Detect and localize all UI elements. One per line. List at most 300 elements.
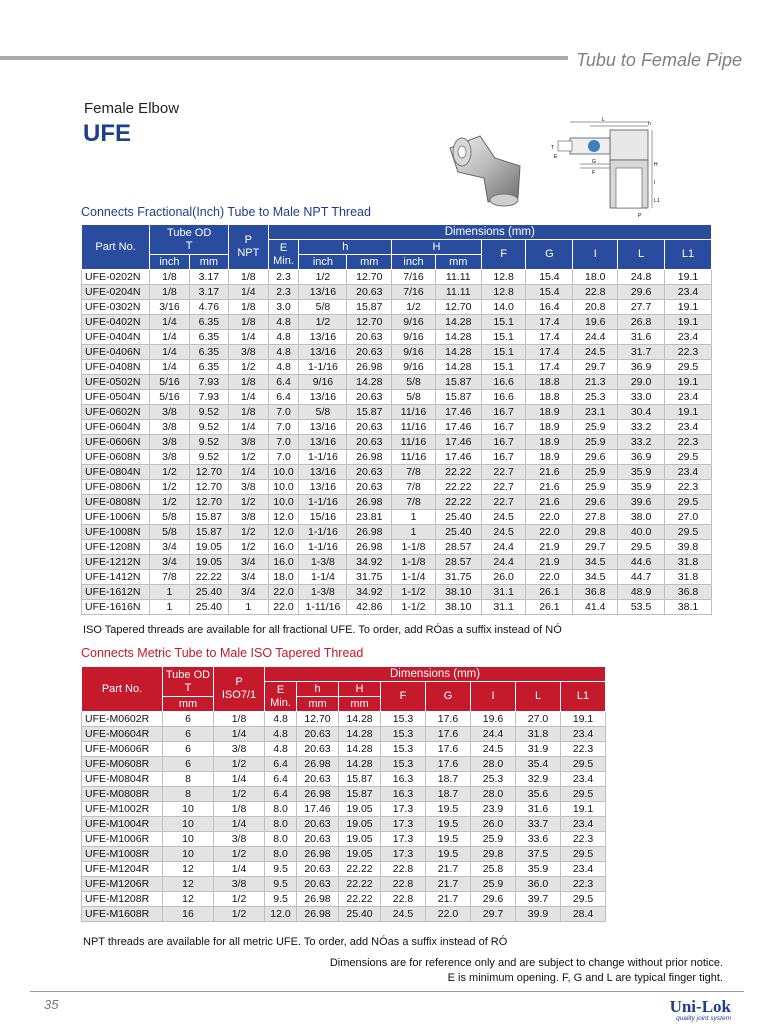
table-cell: 36.9 [618, 360, 665, 375]
table-cell: 4.8 [268, 345, 299, 360]
table-cell: 11/16 [392, 420, 436, 435]
part-number-cell: UFE-0608N [82, 450, 150, 465]
table-cell: 1-1/4 [392, 570, 436, 585]
table-cell: 18.7 [426, 772, 471, 787]
table-cell: 7/16 [392, 270, 436, 285]
table-cell: 23.4 [561, 862, 606, 877]
table-cell: 14.28 [339, 727, 381, 742]
table-cell: 5/8 [150, 510, 189, 525]
table-row [82, 570, 712, 585]
table-cell: 1-3/8 [299, 585, 347, 600]
metric-dimension-table [81, 666, 606, 922]
table-cell: 16.3 [381, 787, 426, 802]
table-cell: 12 [163, 892, 214, 907]
table-cell: 1-1/4 [299, 570, 347, 585]
table-cell: 4.8 [265, 712, 297, 727]
m-tube-od-t: T [184, 681, 192, 694]
part-number-cell: UFE-M1002R [82, 802, 163, 817]
table-cell: 29.6 [573, 450, 618, 465]
table-cell: 18.9 [526, 450, 573, 465]
table-cell: 28.57 [435, 555, 481, 570]
table-cell: 31.9 [516, 742, 561, 757]
table-cell: 16.6 [481, 390, 526, 405]
table-cell: 12.8 [481, 270, 526, 285]
table-cell: 26.98 [347, 495, 392, 510]
table-cell: 31.6 [516, 802, 561, 817]
part-number-cell: UFE-M1008R [82, 847, 163, 862]
table-cell: 20.63 [297, 817, 339, 832]
table-cell: 36.0 [516, 877, 561, 892]
table-cell: 1-11/16 [299, 600, 347, 615]
table-cell: 16.7 [481, 435, 526, 450]
table-cell: 12.0 [268, 510, 299, 525]
part-number-cell: UFE-0302N [82, 300, 150, 315]
table-cell: 22.0 [268, 585, 299, 600]
table-cell: 44.7 [618, 570, 665, 585]
table-cell: 26.0 [481, 570, 526, 585]
table-cell: 27.0 [516, 712, 561, 727]
table-cell: 36.8 [573, 585, 618, 600]
part-number-cell: UFE-1006N [82, 510, 150, 525]
table-cell: 25.40 [435, 510, 481, 525]
table-cell: 29.5 [665, 495, 712, 510]
table-cell: 6 [163, 757, 214, 772]
m-e-label: E [276, 683, 285, 696]
table-cell: 16.6 [481, 375, 526, 390]
part-number-cell: UFE-1208N [82, 540, 150, 555]
table-cell: 12.8 [481, 285, 526, 300]
col-tube-mm: mm [189, 255, 228, 270]
table-cell: 1-1/16 [299, 450, 347, 465]
table-cell: 3/8 [150, 450, 189, 465]
inch-section-title: Connects Fractional(Inch) Tube to Male NPT Thread [81, 205, 371, 219]
table-cell: 1/2 [229, 525, 268, 540]
table-cell: 1-1/16 [299, 495, 347, 510]
table-cell: 1/4 [150, 315, 189, 330]
table-cell: 12.70 [347, 315, 392, 330]
table-row [82, 817, 606, 832]
table-cell: 1/4 [214, 862, 265, 877]
table-cell: 5/8 [392, 375, 436, 390]
table-cell: 26.98 [347, 450, 392, 465]
table-cell: 31.8 [516, 727, 561, 742]
table-row [82, 727, 606, 742]
tube-od-label: Tube OD [167, 226, 212, 239]
table-row [82, 330, 712, 345]
table-cell: 1/2 [229, 360, 268, 375]
table-cell: 22.22 [339, 892, 381, 907]
table-cell: 16.3 [381, 772, 426, 787]
table-cell: 12.70 [189, 465, 228, 480]
table-cell: 6.4 [268, 375, 299, 390]
table-cell: 38.10 [435, 600, 481, 615]
table-cell: 18.9 [526, 420, 573, 435]
part-number-cell: UFE-0502N [82, 375, 150, 390]
table-cell: 12 [163, 877, 214, 892]
table-cell: 14.28 [435, 330, 481, 345]
table-cell: 20.63 [347, 330, 392, 345]
table-cell: 1/2 [150, 465, 189, 480]
part-number-cell: UFE-M1206R [82, 877, 163, 892]
metric-table-note: NPT threads are available for all metric UFE. To order, add NÓas a suffix instead of RÓ [83, 936, 508, 948]
table-cell: 42.86 [347, 600, 392, 615]
table-cell: 22.22 [339, 862, 381, 877]
table-cell: 22.22 [435, 465, 481, 480]
table-row [82, 787, 606, 802]
table-cell: 5/16 [150, 375, 189, 390]
table-cell: 15.87 [339, 787, 381, 802]
part-number-cell: UFE-1616N [82, 600, 150, 615]
table-cell: 1/2 [392, 300, 436, 315]
m-col-f: F [381, 682, 426, 712]
table-cell: 29.8 [471, 847, 516, 862]
table-cell: 16.0 [268, 555, 299, 570]
section-header-title: Tubu to Female Pipe [576, 50, 742, 70]
table-row [82, 555, 712, 570]
table-cell: 19.1 [665, 315, 712, 330]
table-cell: 25.40 [339, 907, 381, 922]
table-cell: 36.8 [665, 585, 712, 600]
table-cell: 24.8 [618, 270, 665, 285]
table-cell: 1-1/16 [299, 360, 347, 375]
table-cell: 11/16 [392, 450, 436, 465]
label-big-h: H [654, 162, 658, 168]
table-cell: 20.63 [297, 742, 339, 757]
table-cell: 8.0 [265, 802, 297, 817]
table-cell: 13/16 [299, 330, 347, 345]
table-row [82, 405, 712, 420]
col-l: L [618, 240, 665, 270]
table-cell: 15.3 [381, 727, 426, 742]
m-col-big-h-mm: mm [339, 697, 381, 712]
table-cell: 15.87 [435, 375, 481, 390]
part-number-cell: UFE-0202N [82, 270, 150, 285]
table-cell: 34.92 [347, 585, 392, 600]
table-cell: 20.63 [297, 877, 339, 892]
part-number-cell: UFE-M1608R [82, 907, 163, 922]
table-row [82, 315, 712, 330]
table-cell: 29.5 [618, 540, 665, 555]
table-cell: 26.1 [526, 585, 573, 600]
table-cell: 20.63 [297, 727, 339, 742]
part-number-cell: UFE-0402N [82, 315, 150, 330]
table-cell: 19.5 [426, 817, 471, 832]
part-number-cell: UFE-M0804R [82, 772, 163, 787]
table-cell: 19.05 [189, 555, 228, 570]
table-cell: 23.1 [573, 405, 618, 420]
table-cell: 25.9 [573, 480, 618, 495]
label-i: I [654, 180, 656, 186]
table-cell: 1-1/2 [392, 600, 436, 615]
table-cell: 29.8 [573, 525, 618, 540]
table-cell: 25.9 [573, 435, 618, 450]
m-col-part-no: Part No. [82, 667, 163, 712]
table-cell: 19.05 [339, 832, 381, 847]
part-number-cell: UFE-1008N [82, 525, 150, 540]
table-cell: 29.5 [665, 450, 712, 465]
part-number-cell: UFE-0408N [82, 360, 150, 375]
table-cell: 7/8 [392, 495, 436, 510]
table-cell: 15.1 [481, 315, 526, 330]
table-cell: 21.6 [526, 480, 573, 495]
table-cell: 1/2 [229, 495, 268, 510]
table-cell: 20.63 [347, 435, 392, 450]
table-cell: 6 [163, 712, 214, 727]
table-cell: 27.7 [618, 300, 665, 315]
table-cell: 22.3 [561, 832, 606, 847]
table-cell: 19.1 [665, 300, 712, 315]
m-col-p-iso [214, 667, 265, 712]
table-cell: 3/4 [150, 540, 189, 555]
table-cell: 39.9 [516, 907, 561, 922]
table-row [82, 285, 712, 300]
m-col-h: h [297, 682, 339, 697]
table-cell: 4.8 [265, 742, 297, 757]
table-cell: 1/4 [214, 772, 265, 787]
col-e [268, 240, 299, 270]
label-f: F [592, 170, 596, 176]
table-cell: 26.98 [347, 540, 392, 555]
table-cell: 31.1 [481, 600, 526, 615]
col-tube-inch: inch [150, 255, 189, 270]
table-cell: 7/8 [150, 570, 189, 585]
table-row [82, 480, 712, 495]
table-cell: 20.63 [347, 465, 392, 480]
table-cell: 15.1 [481, 330, 526, 345]
table-cell: 1/2 [214, 757, 265, 772]
table-cell: 22.8 [573, 285, 618, 300]
table-cell: 1/2 [150, 480, 189, 495]
part-number-cell: UFE-1612N [82, 585, 150, 600]
table-cell: 8 [163, 787, 214, 802]
table-cell: 3/8 [150, 420, 189, 435]
table-cell: 24.5 [381, 907, 426, 922]
table-cell: 18.0 [573, 270, 618, 285]
table-cell: 1/4 [229, 420, 268, 435]
table-cell: 31.7 [618, 345, 665, 360]
table-row [82, 435, 712, 450]
table-cell: 20.8 [573, 300, 618, 315]
table-cell: 8.0 [265, 817, 297, 832]
table-cell: 17.4 [526, 330, 573, 345]
table-cell: 40.0 [618, 525, 665, 540]
col-big-h-inch: inch [392, 255, 436, 270]
table-cell: 22.22 [435, 495, 481, 510]
table-cell: 14.28 [435, 315, 481, 330]
table-cell: 1-1/16 [299, 540, 347, 555]
table-cell: 33.2 [618, 435, 665, 450]
table-cell: 16.0 [268, 540, 299, 555]
table-row [82, 892, 606, 907]
table-cell: 18.9 [526, 435, 573, 450]
table-cell: 5/8 [299, 300, 347, 315]
col-h-mm: mm [347, 255, 392, 270]
table-cell: 9/16 [392, 360, 436, 375]
table-cell: 14.28 [339, 757, 381, 772]
table-cell: 17.4 [526, 345, 573, 360]
table-cell: 35.9 [516, 862, 561, 877]
table-cell: 3/4 [150, 555, 189, 570]
col-g: G [526, 240, 573, 270]
product-code: UFE [83, 120, 131, 147]
table-cell: 39.7 [516, 892, 561, 907]
table-cell: 22.0 [526, 525, 573, 540]
table-cell: 29.5 [561, 787, 606, 802]
table-cell: 9.5 [265, 862, 297, 877]
col-h-inch: inch [299, 255, 347, 270]
table-cell: 24.5 [573, 345, 618, 360]
table-row [82, 390, 712, 405]
table-cell: 1/2 [214, 787, 265, 802]
col-big-h: H [392, 240, 482, 255]
table-cell: 22.8 [381, 892, 426, 907]
table-cell: 23.4 [561, 727, 606, 742]
table-cell: 6.35 [189, 315, 228, 330]
table-cell: 7.93 [189, 390, 228, 405]
table-cell: 1/2 [229, 450, 268, 465]
table-cell: 1 [150, 585, 189, 600]
table-cell: 9.5 [265, 892, 297, 907]
page-number: 35 [44, 997, 59, 1012]
table-cell: 31.6 [618, 330, 665, 345]
table-cell: 22.8 [381, 862, 426, 877]
table-row [82, 742, 606, 757]
table-cell: 17.46 [435, 435, 481, 450]
table-cell: 1/8 [229, 405, 268, 420]
table-row [82, 345, 712, 360]
table-cell: 4.8 [268, 315, 299, 330]
table-cell: 1/2 [299, 315, 347, 330]
table-cell: 22.22 [339, 877, 381, 892]
table-cell: 2.3 [268, 270, 299, 285]
part-number-cell: UFE-1412N [82, 570, 150, 585]
table-cell: 7.0 [268, 435, 299, 450]
table-cell: 12.70 [189, 495, 228, 510]
table-cell: 11.11 [435, 285, 481, 300]
table-cell: 24.4 [481, 555, 526, 570]
table-cell: 15.1 [481, 345, 526, 360]
table-cell: 17.46 [297, 802, 339, 817]
brand-logo: Uni-Lok [669, 997, 731, 1016]
table-cell: 17.6 [426, 757, 471, 772]
table-cell: 14.28 [347, 375, 392, 390]
table-cell: 23.4 [665, 330, 712, 345]
table-cell: 17.46 [435, 450, 481, 465]
table-cell: 20.63 [297, 832, 339, 847]
table-cell: 1/8 [229, 375, 268, 390]
table-cell: 1/8 [229, 315, 268, 330]
table-cell: 34.92 [347, 555, 392, 570]
table-cell: 31.1 [481, 585, 526, 600]
table-cell: 19.1 [665, 405, 712, 420]
table-cell: 26.98 [297, 907, 339, 922]
table-cell: 29.5 [665, 360, 712, 375]
table-row [82, 600, 712, 615]
inch-table-note: ISO Tapered threads are available for all fractional UFE. To order, add RÓas a suffix instead of NÓ [83, 624, 562, 636]
table-cell: 20.63 [347, 420, 392, 435]
m-p-label: P [235, 676, 243, 688]
part-number-cell: UFE-M1006R [82, 832, 163, 847]
part-number-cell: UFE-0806N [82, 480, 150, 495]
footer-rule [30, 991, 744, 992]
part-number-cell: UFE-0808N [82, 495, 150, 510]
table-cell: 1/2 [150, 495, 189, 510]
table-cell: 44.6 [618, 555, 665, 570]
table-cell: 15.87 [347, 405, 392, 420]
table-cell: 18.7 [426, 787, 471, 802]
table-cell: 1/8 [214, 712, 265, 727]
table-cell: 6.4 [265, 787, 297, 802]
table-cell: 10 [163, 832, 214, 847]
table-cell: 7.0 [268, 405, 299, 420]
table-row [82, 450, 712, 465]
table-cell: 15.4 [526, 270, 573, 285]
table-cell: 1/4 [229, 330, 268, 345]
table-cell: 24.4 [573, 330, 618, 345]
table-cell: 41.4 [573, 600, 618, 615]
table-cell: 1/4 [150, 330, 189, 345]
table-cell: 19.1 [665, 375, 712, 390]
table-cell: 1/4 [150, 345, 189, 360]
table-row [82, 757, 606, 772]
part-number-cell: UFE-0404N [82, 330, 150, 345]
m-col-l1: L1 [561, 682, 606, 712]
table-cell: 9.52 [189, 405, 228, 420]
table-cell: 17.3 [381, 802, 426, 817]
p-label: P [244, 234, 252, 246]
table-cell: 25.40 [189, 600, 228, 615]
label-h: h [648, 121, 651, 127]
table-cell: 3.17 [189, 270, 228, 285]
label-e: E [554, 154, 558, 160]
table-cell: 7/8 [392, 480, 436, 495]
table-cell: 26.98 [347, 525, 392, 540]
table-cell: 31.8 [665, 570, 712, 585]
table-cell: 12.0 [268, 525, 299, 540]
table-cell: 13/16 [299, 465, 347, 480]
table-cell: 11/16 [392, 435, 436, 450]
table-cell: 1/4 [214, 727, 265, 742]
m-col-dimensions: Dimensions (mm) [265, 667, 606, 682]
table-cell: 14.28 [435, 345, 481, 360]
table-cell: 1/2 [299, 270, 347, 285]
part-number-cell: UFE-0604N [82, 420, 150, 435]
table-cell: 22.7 [481, 465, 526, 480]
table-cell: 22.0 [426, 907, 471, 922]
table-cell: 29.5 [561, 757, 606, 772]
table-cell: 36.9 [618, 450, 665, 465]
table-cell: 12 [163, 862, 214, 877]
table-cell: 3/8 [214, 877, 265, 892]
table-cell: 8.0 [265, 847, 297, 862]
table-cell: 20.63 [347, 390, 392, 405]
table-cell: 1/8 [150, 285, 189, 300]
table-cell: 11/16 [392, 405, 436, 420]
table-cell: 18.8 [526, 390, 573, 405]
table-cell: 25.3 [573, 390, 618, 405]
table-cell: 28.4 [561, 907, 606, 922]
table-cell: 5/8 [150, 525, 189, 540]
table-cell: 20.63 [297, 772, 339, 787]
table-cell: 6.35 [189, 345, 228, 360]
table-cell: 25.40 [435, 525, 481, 540]
table-cell: 1/4 [150, 360, 189, 375]
label-t: T [551, 145, 555, 151]
table-cell: 17.6 [426, 742, 471, 757]
part-number-cell: UFE-0204N [82, 285, 150, 300]
table-cell: 9.52 [189, 450, 228, 465]
table-cell: 31.75 [435, 570, 481, 585]
